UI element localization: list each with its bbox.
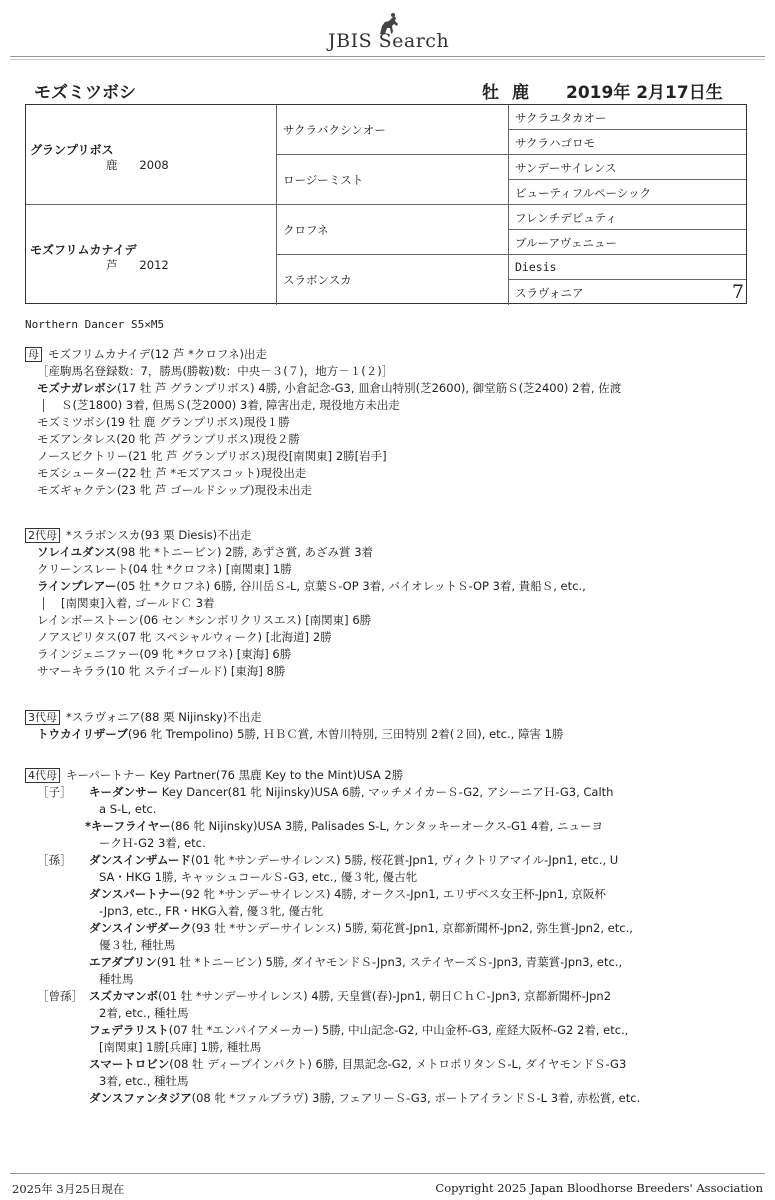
pedigree-dam-sire[interactable]: [277, 205, 509, 255]
descendant-name[interactable]: キーダンサー: [89, 785, 159, 799]
horse-coat: 鹿: [512, 83, 529, 103]
pedigree-g3-cell[interactable]: [509, 230, 746, 255]
g3-name: フレンチデピュティ: [515, 211, 617, 225]
offspring-item[interactable]: モズミツボシ(19 牡 鹿 グランプリボス)現役１勝: [37, 415, 290, 429]
descendant-detail: (08 牝 *ファルブラヴ) 3勝, フェアリーＳ-G3, ポートアイランドＳ-L 3着, 赤松賞, etc.: [191, 1091, 641, 1105]
section-tag: 4代母: [25, 768, 60, 783]
pedigree-g3-cell[interactable]: [509, 280, 746, 305]
section-tag: 母: [25, 347, 42, 362]
g3-name: ブルーアヴェニュー: [515, 236, 618, 250]
offspring-detail: (96 牝 Trempolino) 5勝, ＨＢＣ賞, 木曽川特別, 三田特別 2着(２回), etc., 障害 1勝: [127, 727, 564, 741]
g3-name: Diesis: [515, 260, 557, 274]
generation-label: ［曾孫］: [37, 989, 83, 1003]
offspring-item[interactable]: モズシューター(22 牡 芦 *モズアスコット)現役出走: [37, 466, 307, 480]
descendant-detail: Key Dancer(81 牝 Nijinsky)USA 6勝, マッチメイカーＳ-G2, アシーニアＨ-G3, Calth: [161, 785, 614, 799]
descendant-detail: (91 牡 *トニービン) 5勝, ダイヤモンドＳ-Jpn3, ステイヤーズＳ-Jpn3, 青葉賞-Jpn3, etc.,: [156, 955, 623, 969]
descendant-detail: (92 牝 *サンデーサイレンス) 4勝, オークス-Jpn1, エリザベス女王杯-Jpn1, 京阪杯: [180, 887, 606, 901]
g3-name: サクラハゴロモ: [515, 136, 596, 150]
copyright: Copyright 2025 Japan Bloodhorse Breeders' Association: [435, 1181, 763, 1195]
pedigree-sire[interactable]: [26, 105, 277, 205]
offspring-item[interactable]: ノアスピリタス(07 牝 スペシャルウィーク) [北海道] 2勝: [37, 630, 332, 644]
offspring-name[interactable]: ソレイユダンス: [37, 545, 117, 559]
dam-detail: 芦 2012: [106, 258, 169, 272]
sire-detail: 鹿 2008: [106, 158, 169, 172]
section-head[interactable]: *スラヴォニア(88 栗 Nijinsky)不出走: [66, 710, 262, 724]
descendant-detail-cont: 2着, etc., 種牡馬: [99, 1006, 189, 1020]
pedigree-dam-dam[interactable]: [277, 255, 509, 305]
section-head[interactable]: *スラボンスカ(93 栗 Diesis)不出走: [66, 528, 252, 542]
offspring-name[interactable]: トウカイリザーブ: [37, 727, 128, 741]
page-header: [0, 0, 775, 62]
descendant-detail-cont: [南関東] 1勝[兵庫] 1勝, 種牡馬: [99, 1040, 262, 1054]
descendant-detail-cont: 種牡馬: [99, 972, 134, 986]
descendant-detail: (01 牝 *サンデーサイレンス) 5勝, 桜花賞-Jpn1, ヴィクトリアマイル-Jpn1, etc., U: [190, 853, 619, 867]
pedigree-sire-dam[interactable]: [277, 155, 509, 205]
section-tag: 2代母: [25, 528, 60, 543]
descendant-name[interactable]: ダンスファンタジア: [89, 1091, 192, 1105]
descendant-detail-cont: 3着, etc., 種牡馬: [99, 1074, 189, 1088]
pedigree-g3-cell[interactable]: [509, 180, 746, 205]
pedigree-g3-cell[interactable]: [509, 155, 746, 180]
offspring-item[interactable]: クリーンスレート(04 牡 *クロフネ) [南関東] 1勝: [37, 562, 292, 576]
descendant-name[interactable]: ダンスインザダーク: [89, 921, 192, 935]
descendant-name[interactable]: *キーフライヤー: [85, 819, 171, 833]
horse-birthdate: 2019年 2月17日生: [566, 83, 723, 103]
continuation-bar: [43, 399, 44, 412]
offspring-item[interactable]: モズギャクテン(23 牝 芦 ゴールドシップ)現役未出走: [37, 483, 313, 497]
section-tag: 3代母: [25, 710, 60, 725]
offspring-item[interactable]: ラインジェニファー(09 牝 *クロフネ) [東海] 6勝: [37, 647, 292, 661]
sire-name: グランプリボス: [30, 143, 114, 157]
generation-label: ［孫］: [37, 853, 72, 867]
header-divider-2: [10, 59, 765, 60]
descendant-detail: (01 牡 *サンデーサイレンス) 4勝, 天皇賞(春)-Jpn1, 朝日ＣｈＣ-Jpn3, 京都新聞杯-Jpn2: [158, 989, 612, 1003]
pedigree-sire-sire[interactable]: [277, 105, 509, 155]
descendant-detail-cont: -Jpn3, etc., FR・HKG入着, 優３牝, 優古牝: [99, 904, 324, 918]
g3-name: サクラユタカオー: [515, 111, 607, 125]
g3-name: スラヴォニア: [515, 286, 584, 300]
g3-name: サンデーサイレンス: [515, 161, 617, 175]
pedigree-g3-cell[interactable]: [509, 130, 746, 155]
descendant-detail: (08 牡 ディープインパクト) 6勝, 目黒記念-G2, メトロポリタンＳ-L, ダイヤモンドＳ-G3: [169, 1057, 627, 1071]
offspring-detail: (05 牡 *クロフネ) 6勝, 谷川岳Ｓ-L, 京葉Ｓ-OP 3着, バイオレットＳ-OP 3着, 貴船Ｓ, etc.,: [116, 579, 586, 593]
offspring-name[interactable]: モズナガレボシ: [37, 381, 118, 395]
offspring-item[interactable]: レインボーストーン(06 セン *シンボリクリスエス) [南関東] 6勝: [37, 613, 372, 627]
sire-sire-name: サクラバクシンオー: [283, 123, 386, 137]
descendant-detail-cont: SA・HKG 1勝, キャッシュコールＳ-G3, etc., 優３牝, 優古牝: [99, 870, 418, 884]
descendant-name[interactable]: エアダブリン: [89, 955, 157, 969]
descendant-detail-cont: ークＨ-G2 3着, etc.: [99, 836, 206, 850]
pedigree-g3-cell[interactable]: [509, 255, 746, 280]
offspring-item[interactable]: モズアンタレス(20 牝 芦 グランプリボス)現役２勝: [37, 432, 300, 446]
section-head[interactable]: キーパートナー Key Partner(76 黒鹿 Key to the Mint)USA 2勝: [66, 768, 404, 782]
descendant-name[interactable]: スズカマンボ: [89, 989, 158, 1003]
offspring-detail: (98 牝 *トニービン) 2勝, あずさ賞, あざみ賞 3着: [116, 545, 374, 559]
header-divider: [10, 56, 765, 57]
title-row: [0, 74, 775, 104]
horse-name: モズミツボシ: [34, 83, 136, 103]
dam-dam-name: スラボンスカ: [283, 273, 352, 287]
pedigree-dam[interactable]: [26, 205, 277, 305]
generation-label: ［子］: [37, 785, 72, 799]
dam-sire-name: クロフネ: [283, 223, 329, 237]
descendant-detail-cont: a S-L, etc.: [99, 802, 157, 816]
descendant-name[interactable]: ダンスパートナー: [89, 887, 181, 901]
descendant-detail-cont: 優３牡, 種牡馬: [99, 938, 176, 952]
offspring-detail: (17 牡 芦 グランプリボス) 4勝, 小倉記念-G3, 皿倉山特別(芝2600), 御堂筋Ｓ(芝2400) 2着, 佐渡: [117, 381, 622, 395]
dam-stats: ［産駒馬名登録数：7，勝馬(勝鞍)数：中央－３(７)，地方－１(２)］: [37, 364, 394, 378]
footer-divider: [10, 1173, 765, 1174]
descendant-detail: (93 牡 *サンデーサイレンス) 5勝, 菊花賞-Jpn1, 京都新聞杯-Jpn2, 弥生賞-Jpn2, etc.,: [191, 921, 633, 935]
descendant-detail: (07 牡 *エンパイアメーカー) 5勝, 中山記念-G2, 中山金杯-G3, 産経大阪杯-G2 2着, etc.,: [168, 1023, 629, 1037]
offspring-name[interactable]: ラインプレアー: [37, 579, 117, 593]
as-of-date: 2025年 3月25日現在: [12, 1182, 125, 1196]
pedigree-g3-cell[interactable]: [509, 105, 746, 130]
inbreeding-note: Northern Dancer S5×M5: [25, 318, 165, 331]
jbis-search-logo[interactable]: [328, 8, 463, 54]
dam-name: モズフリムカナイデ: [30, 243, 137, 257]
offspring-detail-cont: Ｓ(芝1800) 3着, 但馬Ｓ(芝2000) 3着, 障害出走, 現役地方未出走: [61, 398, 400, 412]
pedigree-g3-cell[interactable]: [509, 205, 746, 230]
continuation-bar: [43, 597, 44, 610]
descendant-name[interactable]: ダンスインザムード: [89, 853, 191, 867]
offspring-item[interactable]: サマーキララ(10 牝 ステイゴールド) [東海] 8勝: [37, 664, 286, 678]
sire-dam-name: ロージーミスト: [283, 173, 364, 187]
descendant-name[interactable]: スマートロビン: [89, 1057, 170, 1071]
horse-sex: 牡: [482, 83, 499, 103]
family-number: 7: [731, 281, 744, 303]
descendant-detail: (86 牝 Nijinsky)USA 3勝, Palisades S-L, ケンタッキーオークス-G1 4着, ニューヨ: [170, 819, 603, 833]
logo-text: JBIS Search: [328, 30, 450, 52]
g3-name: ビューティフルペーシック: [515, 186, 652, 200]
section-head[interactable]: モズフリムカナイデ(12 芦 *クロフネ)出走: [48, 347, 267, 361]
descendant-name[interactable]: フェデラリスト: [89, 1023, 169, 1037]
pedigree-table: [25, 104, 747, 304]
offspring-item[interactable]: ノースビクトリー(21 牝 芦 グランプリボス)現役[南関東] 2勝[岩手]: [37, 449, 387, 463]
offspring-detail-cont: [南関東]入着, ゴールドＣ 3着: [61, 596, 215, 610]
